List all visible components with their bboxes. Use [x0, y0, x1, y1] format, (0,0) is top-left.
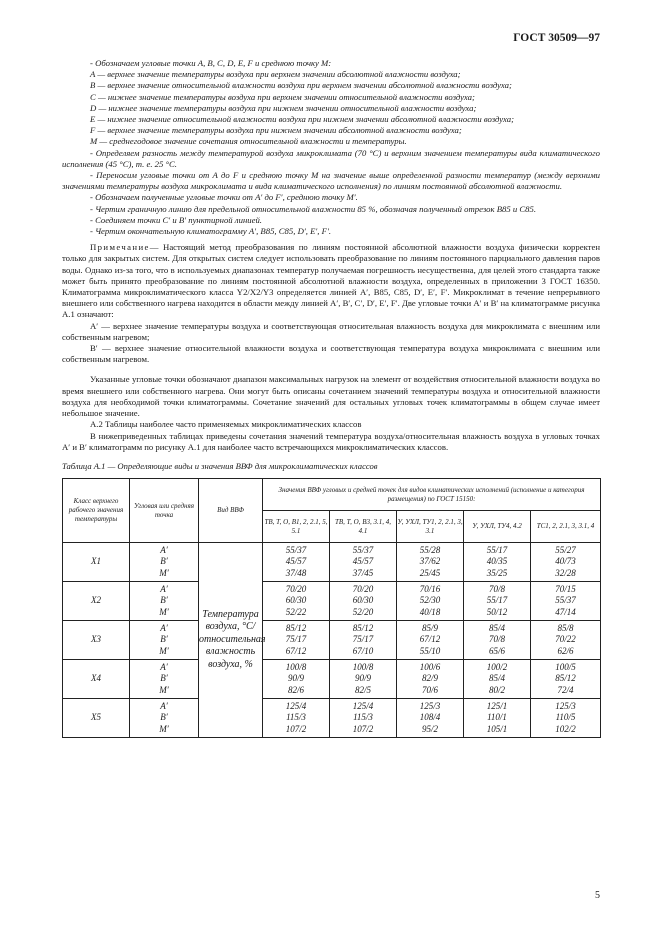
- value: 52/22: [285, 606, 307, 617]
- paragraph: B′ — верхнее значение относительной влажности воздуха и соответствующая температура воздуха микроклимата с внешним или собственным нагревом.: [62, 343, 600, 365]
- class-cell: X1: [63, 543, 130, 582]
- table-row: [63, 543, 601, 582]
- point-label: B′: [160, 595, 168, 606]
- value-cell: [531, 543, 601, 582]
- value: 45/57: [285, 556, 307, 567]
- value: 37/62: [419, 556, 441, 567]
- value: 70/16: [419, 584, 441, 595]
- paragraph: A — верхнее значение температуры воздуха при верхнем значении абсолютной влажности воздуха;: [90, 69, 461, 80]
- col-head: У, УХЛ, ТУ1, 2, 2.1, 3, 3.1: [397, 511, 464, 543]
- value: 67/10: [352, 645, 374, 656]
- value: 55/17: [486, 545, 508, 556]
- value: 75/17: [285, 634, 307, 645]
- value: 55/27: [555, 545, 576, 556]
- point-label: A′: [160, 623, 168, 634]
- paragraph: C — нижнее значение температуры воздуха при верхнем значении относительной влажности воздуха;: [90, 91, 475, 102]
- value-cell: [263, 543, 330, 582]
- value: 52/30: [419, 595, 441, 606]
- paragraph: A′ — верхнее значение температуры воздуха и соответствующая относительная влажность воздуха для микроклимата с внешним или собственным нагревом;: [62, 320, 600, 342]
- value-cell: [397, 582, 464, 621]
- value: 110/5: [555, 712, 576, 723]
- value: 52/20: [352, 606, 374, 617]
- value: 65/6: [488, 645, 505, 656]
- point-label: A′: [160, 545, 168, 556]
- points-cell: [130, 543, 199, 582]
- value: 55/37: [555, 595, 576, 606]
- value: 55/17: [486, 595, 508, 606]
- col-head: ТВ, Т, О, В1, 2, 2.1, 5, 5.1: [263, 511, 330, 543]
- head-kind: Вид ВВФ: [199, 479, 263, 543]
- note-label: Примечание: [90, 242, 150, 253]
- points-cell: [130, 582, 199, 621]
- value: 115/3: [286, 712, 306, 723]
- point-label: A′: [160, 584, 168, 595]
- value: 110/1: [487, 712, 507, 723]
- point-label: M′: [159, 567, 169, 578]
- head-class: Класс верхнего рабочего значения температуры: [63, 479, 130, 543]
- table-row: [63, 621, 601, 660]
- point-label: A′: [160, 701, 168, 712]
- value-cell: [330, 699, 397, 738]
- paragraph: - Чертим граничную линию для предельной относительной влажности 85 %, обозначая полученный отрезок B85 и C85.: [90, 203, 537, 214]
- paragraph: D — нижнее значение температуры воздуха при нижнем значении относительной влажности воздуха;: [90, 102, 477, 113]
- value-cell: [464, 621, 531, 660]
- paragraph: - Чертим окончательную климатограмму A′, B85, C85, D′, E′, F′.: [90, 226, 332, 237]
- value: 37/45: [352, 567, 374, 578]
- value: 55/37: [285, 545, 307, 556]
- value: 85/8: [557, 623, 574, 634]
- value: 85/12: [555, 673, 576, 684]
- value: 35/25: [486, 567, 508, 578]
- document-body: [62, 58, 600, 738]
- value: 100/8: [352, 662, 374, 673]
- point-label: B′: [160, 712, 168, 723]
- value: 67/12: [419, 634, 441, 645]
- value: 100/5: [555, 662, 576, 673]
- value: 32/28: [555, 567, 576, 578]
- value: 40/35: [486, 556, 508, 567]
- value: 70/22: [555, 634, 576, 645]
- value-cell: [531, 660, 601, 699]
- value: 37/48: [285, 567, 307, 578]
- value: 102/2: [555, 723, 576, 734]
- value: 100/8: [285, 662, 307, 673]
- value: 100/2: [486, 662, 508, 673]
- class-cell: X3: [63, 621, 130, 660]
- value: 105/1: [486, 723, 508, 734]
- paragraph: - Обозначаем угловые точки A, B, C, D, E, F и среднюю точку M:: [90, 58, 332, 68]
- value: 47/14: [555, 606, 576, 617]
- value: 85/4: [488, 673, 505, 684]
- value: 70/8: [488, 634, 505, 645]
- paragraph: В нижеприведенных таблицах приведены сочетания значений температура воздуха/относительная влажность воздуха в угловых точках A′ и B′ климатограмм по рисунку A.1 для наиболее часто встречающихся микроклиматических классов.: [62, 430, 600, 452]
- value: 70/6: [421, 684, 438, 695]
- kind-cell: Температура воздуха, °С/относительная влажность воздуха, %: [199, 543, 263, 738]
- value: 90/9: [287, 673, 304, 684]
- paragraph: E — нижнее значение относительной влажности воздуха при нижнем значении абсолютной влажности воздуха;: [90, 114, 515, 125]
- page-number: 5: [595, 890, 600, 901]
- value: 115/3: [353, 712, 373, 723]
- value: 40/73: [555, 556, 576, 567]
- value-cell: [263, 621, 330, 660]
- climate-table: [62, 478, 601, 738]
- point-label: A′: [160, 662, 168, 673]
- value: 85/12: [285, 623, 307, 634]
- col-head: ТС1, 2, 2.1, 3, 3.1, 4: [531, 511, 601, 543]
- value: 60/30: [285, 595, 307, 606]
- table-caption: Таблица A.1 — Определяющие виды и значения ВВФ для микроклиматических классов: [62, 460, 378, 471]
- table-row: [63, 582, 601, 621]
- document-code: ГОСТ 30509—97: [513, 32, 600, 44]
- value: 62/6: [557, 645, 574, 656]
- point-label: B′: [160, 634, 168, 645]
- value: 80/2: [488, 684, 505, 695]
- paragraph: - Соединяем точки C′ и B′ пунктирной линией.: [90, 214, 262, 225]
- value-cell: [531, 582, 601, 621]
- value-cell: [464, 660, 531, 699]
- value: 25/45: [419, 567, 441, 578]
- class-cell: X2: [63, 582, 130, 621]
- head-point: Угловая или средняя точка: [130, 479, 199, 543]
- col-head: У, УХЛ, ТУ4, 4.2: [464, 511, 531, 543]
- value: 125/3: [555, 701, 576, 712]
- value-cell: [464, 699, 531, 738]
- class-cell: X5: [63, 699, 130, 738]
- value: 107/2: [352, 723, 374, 734]
- value: 125/4: [285, 701, 307, 712]
- point-label: B′: [160, 673, 168, 684]
- value: 60/30: [352, 595, 374, 606]
- value-cell: [263, 660, 330, 699]
- table-row: [63, 699, 601, 738]
- value: 95/2: [421, 723, 438, 734]
- value: 70/8: [488, 584, 505, 595]
- point-label: M′: [159, 606, 169, 617]
- value: 75/17: [352, 634, 374, 645]
- value: 85/12: [352, 623, 374, 634]
- value: 70/20: [352, 584, 374, 595]
- value: 107/2: [285, 723, 307, 734]
- value-cell: [397, 699, 464, 738]
- points-cell: [130, 699, 199, 738]
- points-cell: [130, 621, 199, 660]
- value: 45/57: [352, 556, 374, 567]
- value: 125/1: [486, 701, 508, 712]
- value: 55/10: [419, 645, 441, 656]
- table-row: [63, 660, 601, 699]
- value-cell: [464, 582, 531, 621]
- paragraph: F — верхнее значение температуры воздуха при нижнем значении абсолютной влажности воздуха;: [90, 125, 462, 136]
- value-cell: [263, 699, 330, 738]
- paragraph: M — среднегодовое значение сочетания относительной влажности и температуры.: [90, 136, 407, 147]
- value: 125/3: [419, 701, 441, 712]
- value-cell: [397, 621, 464, 660]
- value-cell: [330, 621, 397, 660]
- value-cell: [330, 660, 397, 699]
- paragraph: Указанные угловые точки обозначают диапазон максимальных нагрузок на элемент от воздействия относительной влажности воздуха во время внешнего или собственного нагрева. Они могут быть описаны сочетанием значений температуры воздуха и относительной влажности воздуха для необходимой точки климатограммы. Сочетание значений для остальных угловых точек климатограммы в общем случае имеет небольшое значение.: [62, 374, 600, 419]
- point-label: M′: [159, 684, 169, 695]
- value: 72/4: [557, 684, 574, 695]
- value-cell: [531, 621, 601, 660]
- value-cell: [330, 543, 397, 582]
- value: 70/15: [555, 584, 576, 595]
- paragraph: - Определяем разность между температурой воздуха микроклимата (70 °С) и верхним значением температуры вида климатического исполнения (45 °С), т. е. 25 °С.: [62, 147, 600, 169]
- col-head: ТВ, Т, О, В3, 3.1, 4, 4.1: [330, 511, 397, 543]
- value: 67/12: [285, 645, 307, 656]
- note-text: — Настоящий метод преобразования по линиям постоянной абсолютной влажности воздуха физически корректен только для закрытых систем. Для открытых систем следует использовать преобразование по линиям постоянного парциального давления паров воды. Однако из-за того, что в используемых диапазонах температур получаемая погрешность несущественна, для целей этого стандарта также может быть принято преобразование по линиям постоянной абсолютной влажности воздуха, определенных в приложении 3 ГОСТ 16350. Климатограмма микроклиматического класса Y2/X2/Y3 определяется линией A′, B85, C85, D′, E′, F′. Микроклимат в течение непрерывного внешнего или собственного нагрева находится в области между линией A′, B′, C′, D′, E′, F′. Две угловые точки A′ и B′ на климатограмме рисунка A.1 означают:: [62, 242, 600, 320]
- paragraph: - Обозначаем полученные угловые точки от A′ до F′, среднюю точку M′.: [90, 192, 358, 203]
- value: 85/4: [488, 623, 505, 634]
- value: 125/4: [352, 701, 374, 712]
- point-label: M′: [159, 723, 169, 734]
- value: 55/28: [419, 545, 441, 556]
- value: 55/37: [352, 545, 374, 556]
- value-cell: [263, 582, 330, 621]
- value-cell: [464, 543, 531, 582]
- value: 90/9: [354, 673, 371, 684]
- paragraph: B — верхнее значение относительной влажности воздуха при верхнем значении абсолютной влажности воздуха;: [90, 80, 512, 91]
- value: 82/5: [354, 684, 371, 695]
- class-cell: X4: [63, 660, 130, 699]
- value: 100/6: [419, 662, 441, 673]
- value: 82/9: [421, 673, 438, 684]
- value-cell: [397, 660, 464, 699]
- paragraph: - Переносим угловые точки от A до F и среднюю точку M на значение выше определенной разности температур (между верхними значениями температуры воздуха микроклимата и вида климатического исполнения) по линиям постоянной абсолютной влажности.: [62, 170, 600, 192]
- value: 50/12: [486, 606, 508, 617]
- value: 85/9: [421, 623, 438, 634]
- value: 40/18: [419, 606, 441, 617]
- points-cell: [130, 660, 199, 699]
- value-cell: [330, 582, 397, 621]
- value: 108/4: [419, 712, 441, 723]
- head-values: Значения ВВФ угловых и средней точек для видов климатических исполнений (исполнение и категория размещения) по ГОСТ 15150:: [263, 479, 601, 511]
- value: 70/20: [285, 584, 307, 595]
- value: 82/6: [287, 684, 304, 695]
- point-label: B′: [160, 556, 168, 567]
- section-heading: A.2 Таблицы наиболее часто применяемых микроклиматических классов: [90, 419, 362, 430]
- point-label: M′: [159, 645, 169, 656]
- value-cell: [397, 543, 464, 582]
- value-cell: [531, 699, 601, 738]
- note-paragraph: [62, 242, 600, 320]
